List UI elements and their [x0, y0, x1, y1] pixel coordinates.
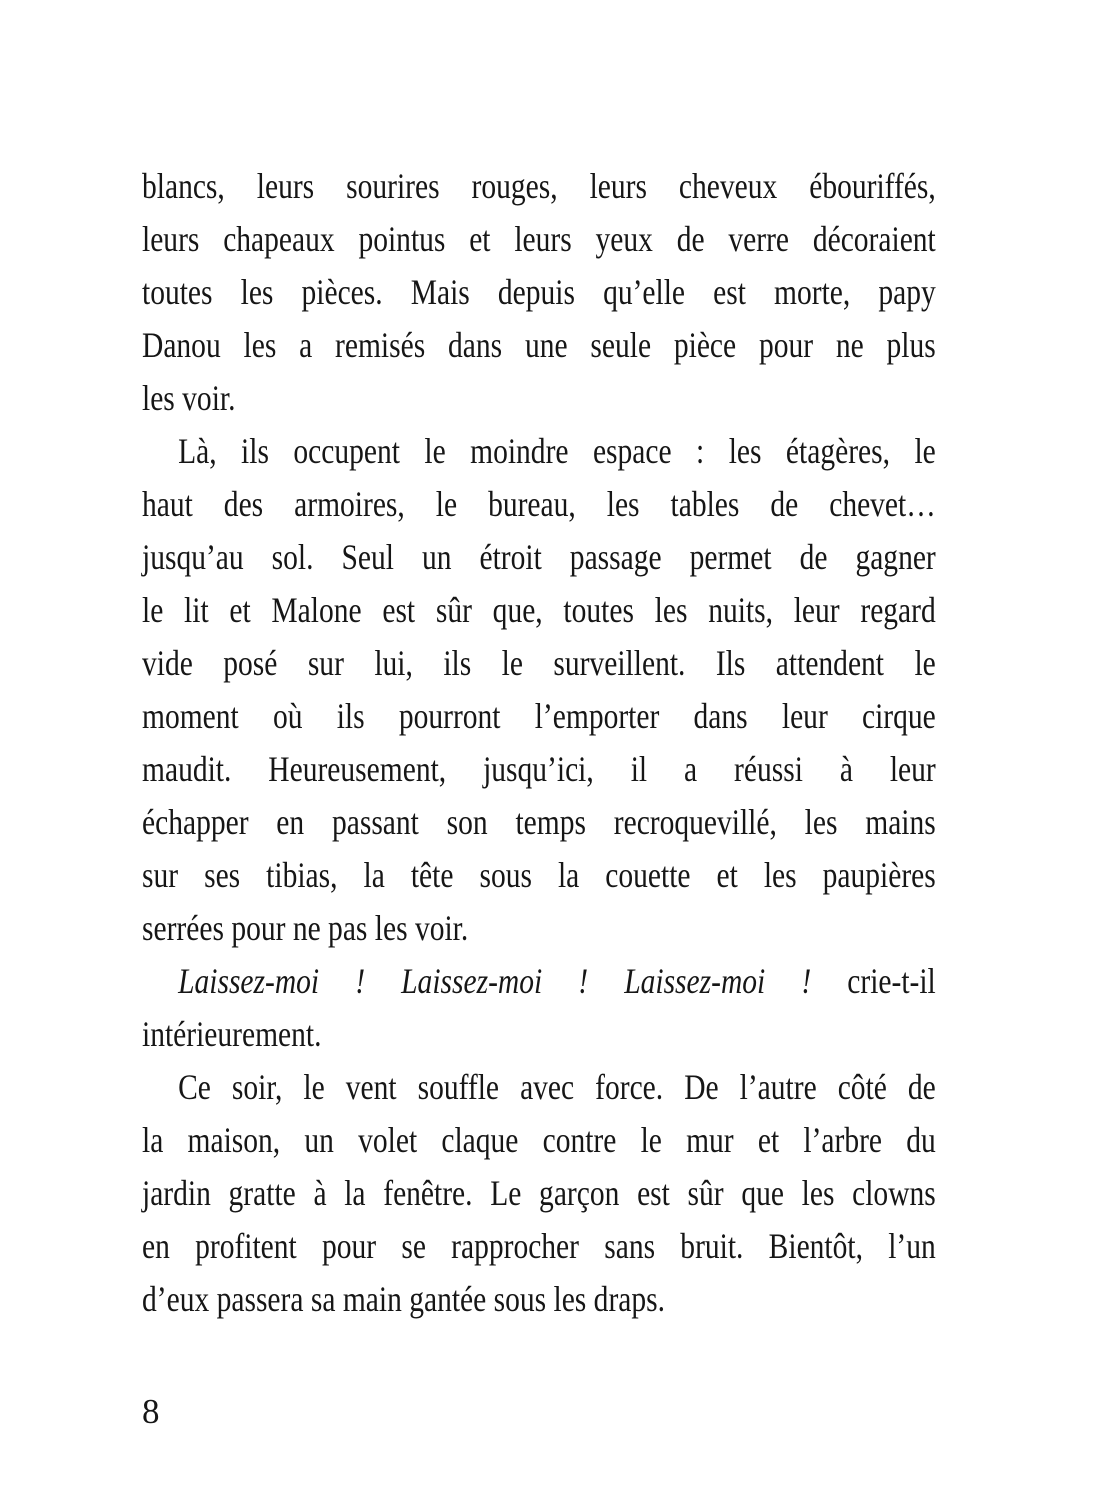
text-line: les voir. [142, 378, 236, 418]
text-line: Ce soir, le vent souffle avec force. De l’autre côté de [178, 1067, 936, 1107]
text-line: leurs chapeaux pointus et leurs yeux de verre décoraient [142, 219, 936, 259]
text-line: jusqu’au sol. Seul un étroit passage permet de gagner [142, 537, 936, 577]
text-line: maudit. Heureusement, jusqu’ici, il a réussi à leur [142, 749, 936, 789]
speech-tag: crie-t-il [811, 961, 936, 1001]
text-line: Là, ils occupent le moindre espace : les étagères, le [178, 431, 936, 471]
text-line: intérieurement. [142, 1014, 322, 1054]
text-line: en profitent pour se rapprocher sans bruit. Bientôt, l’un [142, 1226, 936, 1266]
text-line: échapper en passant son temps recroquevillé, les mains [142, 802, 936, 842]
body-text [142, 160, 936, 1326]
paragraph-3 [142, 955, 936, 1061]
page-number: 8 [142, 1392, 160, 1431]
text-line: haut des armoires, le bureau, les tables de chevet… [142, 484, 936, 524]
text-line: vide posé sur lui, ils le surveillent. Ils attendent le [142, 643, 936, 683]
paragraph-4 [142, 1061, 936, 1326]
paragraph-1 [142, 160, 936, 425]
text-line: sur ses tibias, la tête sous la couette et les paupières [142, 855, 936, 895]
text-line: toutes les pièces. Mais depuis qu’elle est morte, papy [142, 272, 936, 312]
text-line: serrées pour ne pas les voir. [142, 908, 469, 948]
text-line: blancs, leurs sourires rouges, leurs cheveux ébouriffés, [142, 166, 936, 206]
text-line: d’eux passera sa main gantée sous les draps. [142, 1279, 666, 1319]
text-line: Danou les a remisés dans une seule pièce pour ne plus [142, 325, 936, 365]
text-line: moment où ils pourront l’emporter dans leur cirque [142, 696, 936, 736]
italic-inner-speech: Laissez-moi ! Laissez-moi ! Laissez-moi ! [178, 961, 812, 1001]
text-line: la maison, un volet claque contre le mur et l’arbre du [142, 1120, 936, 1160]
text-line: le lit et Malone est sûr que, toutes les nuits, leur regard [142, 590, 936, 630]
paragraph-2 [142, 425, 936, 955]
text-line: jardin gratte à la fenêtre. Le garçon est sûr que les clowns [142, 1173, 936, 1213]
text-line [142, 955, 936, 1008]
